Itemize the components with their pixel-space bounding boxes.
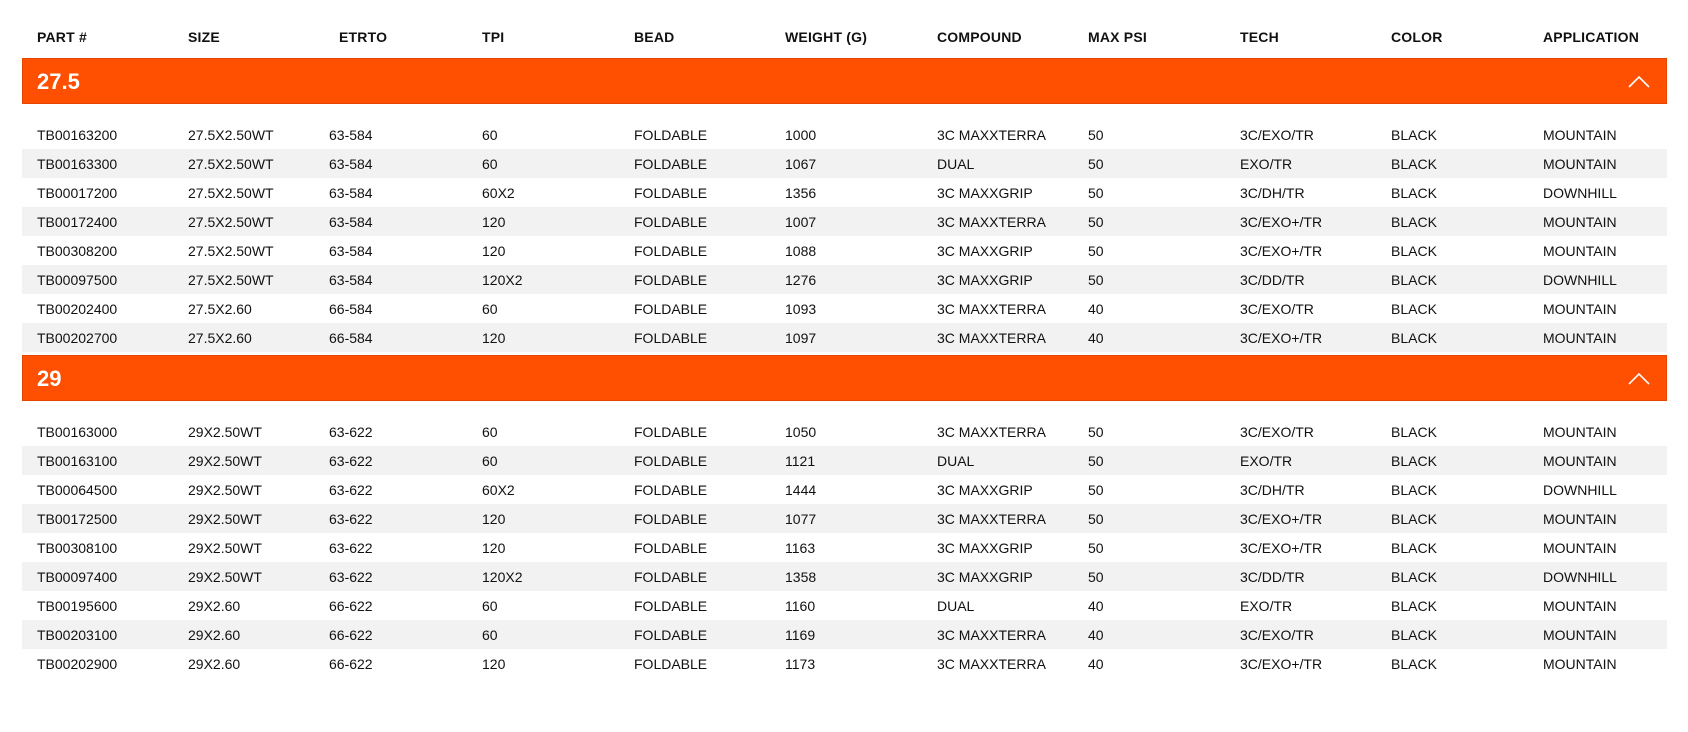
- cell-etrto: 63-584: [329, 156, 373, 172]
- header-application: APPLICATION: [1543, 29, 1640, 45]
- cell-part-number: TB00163200: [37, 127, 118, 143]
- cell-application: DOWNHILL: [1543, 185, 1617, 201]
- cell-bead: FOLDABLE: [634, 482, 708, 498]
- cell-part-number: TB00203100: [37, 627, 118, 643]
- cell-part-number: TB00163000: [37, 424, 118, 440]
- table-row: [22, 591, 1667, 620]
- cell-application: MOUNTAIN: [1543, 627, 1617, 643]
- cell-tech: 3C/EXO/TR: [1240, 301, 1314, 317]
- cell-compound: 3C MAXXTERRA: [937, 627, 1046, 643]
- cell-weight: 1276: [785, 272, 817, 288]
- cell-size: 27.5X2.50WT: [188, 156, 274, 172]
- cell-compound: 3C MAXXGRIP: [937, 243, 1033, 259]
- cell-application: MOUNTAIN: [1543, 214, 1617, 230]
- cell-max-psi: 50: [1088, 482, 1104, 498]
- cell-bead: FOLDABLE: [634, 272, 708, 288]
- table-row: [22, 323, 1667, 352]
- table-row: [22, 236, 1667, 265]
- header-color: COLOR: [1391, 29, 1443, 45]
- cell-etrto: 63-622: [329, 482, 373, 498]
- section-title: 29: [37, 366, 62, 391]
- cell-weight: 1358: [785, 569, 817, 585]
- cell-tech: 3C/EXO+/TR: [1240, 243, 1323, 259]
- cell-tech: 3C/EXO/TR: [1240, 627, 1314, 643]
- cell-max-psi: 50: [1088, 272, 1104, 288]
- cell-compound: DUAL: [937, 156, 975, 172]
- cell-max-psi: 50: [1088, 156, 1104, 172]
- cell-color: BLACK: [1391, 511, 1437, 527]
- cell-application: MOUNTAIN: [1543, 598, 1617, 614]
- cell-part-number: TB00017200: [37, 185, 118, 201]
- cell-etrto: 63-584: [329, 214, 373, 230]
- table-section-27-5: [22, 120, 1667, 352]
- cell-tech: EXO/TR: [1240, 453, 1293, 469]
- cell-color: BLACK: [1391, 243, 1437, 259]
- cell-tpi: 60: [482, 453, 498, 469]
- cell-max-psi: 40: [1088, 627, 1104, 643]
- cell-bead: FOLDABLE: [634, 330, 708, 346]
- cell-part-number: TB00195600: [37, 598, 118, 614]
- chevron-up-icon[interactable]: [1628, 74, 1650, 88]
- cell-tech: 3C/EXO+/TR: [1240, 330, 1323, 346]
- cell-max-psi: 50: [1088, 511, 1104, 527]
- header-tech: TECH: [1240, 29, 1279, 45]
- cell-etrto: 63-622: [329, 453, 373, 469]
- cell-bead: FOLDABLE: [634, 127, 708, 143]
- cell-tpi: 60: [482, 301, 498, 317]
- cell-application: MOUNTAIN: [1543, 127, 1617, 143]
- cell-size: 27.5X2.50WT: [188, 127, 274, 143]
- cell-tech: 3C/DH/TR: [1240, 482, 1305, 498]
- cell-color: BLACK: [1391, 598, 1437, 614]
- cell-tpi: 120: [482, 656, 506, 672]
- table-row: [22, 417, 1667, 446]
- cell-application: MOUNTAIN: [1543, 511, 1617, 527]
- cell-max-psi: 50: [1088, 214, 1104, 230]
- cell-etrto: 63-622: [329, 569, 373, 585]
- header-etrto: ETRTO: [339, 29, 388, 45]
- cell-weight: 1077: [785, 511, 817, 527]
- cell-size: 29X2.60: [188, 627, 241, 643]
- cell-etrto: 66-622: [329, 598, 373, 614]
- cell-part-number: TB00097500: [37, 272, 118, 288]
- cell-part-number: TB00172500: [37, 511, 118, 527]
- header-part-number: PART #: [37, 29, 87, 45]
- cell-tpi: 120: [482, 214, 506, 230]
- cell-compound: 3C MAXXTERRA: [937, 511, 1046, 527]
- cell-tpi: 120X2: [482, 272, 523, 288]
- cell-color: BLACK: [1391, 301, 1437, 317]
- cell-tpi: 120: [482, 243, 506, 259]
- cell-color: BLACK: [1391, 127, 1437, 143]
- cell-bead: FOLDABLE: [634, 214, 708, 230]
- cell-part-number: TB00202400: [37, 301, 118, 317]
- table-row: [22, 207, 1667, 236]
- cell-part-number: TB00202900: [37, 656, 118, 672]
- cell-max-psi: 50: [1088, 540, 1104, 556]
- table-row: [22, 504, 1667, 533]
- cell-compound: 3C MAXXGRIP: [937, 482, 1033, 498]
- cell-size: 27.5X2.60: [188, 301, 252, 317]
- cell-part-number: TB00308100: [37, 540, 118, 556]
- header-bead: BEAD: [634, 29, 675, 45]
- header-max-psi: MAX PSI: [1088, 29, 1147, 45]
- cell-size: 27.5X2.50WT: [188, 214, 274, 230]
- section-toggle-29[interactable]: [22, 355, 1667, 401]
- cell-tech: 3C/EXO+/TR: [1240, 214, 1323, 230]
- cell-compound: 3C MAXXGRIP: [937, 272, 1033, 288]
- cell-size: 27.5X2.50WT: [188, 243, 274, 259]
- cell-tech: 3C/DD/TR: [1240, 569, 1305, 585]
- cell-compound: 3C MAXXTERRA: [937, 127, 1046, 143]
- cell-weight: 1169: [785, 627, 816, 643]
- cell-etrto: 63-584: [329, 272, 373, 288]
- cell-weight: 1097: [785, 330, 817, 346]
- cell-tech: 3C/EXO+/TR: [1240, 511, 1323, 527]
- cell-size: 29X2.50WT: [188, 540, 262, 556]
- cell-weight: 1050: [785, 424, 817, 440]
- cell-size: 27.5X2.50WT: [188, 185, 274, 201]
- cell-application: DOWNHILL: [1543, 482, 1617, 498]
- table-row: [22, 533, 1667, 562]
- cell-color: BLACK: [1391, 656, 1437, 672]
- cell-compound: 3C MAXXTERRA: [937, 656, 1046, 672]
- cell-etrto: 63-622: [329, 540, 373, 556]
- cell-bead: FOLDABLE: [634, 627, 708, 643]
- cell-etrto: 63-584: [329, 185, 373, 201]
- table-row: [22, 265, 1667, 294]
- cell-tpi: 60X2: [482, 185, 515, 201]
- table-row: [22, 562, 1667, 591]
- cell-weight: 1093: [785, 301, 817, 317]
- cell-color: BLACK: [1391, 453, 1437, 469]
- cell-weight: 1356: [785, 185, 817, 201]
- cell-color: BLACK: [1391, 424, 1437, 440]
- cell-tpi: 60: [482, 627, 498, 643]
- cell-color: BLACK: [1391, 185, 1437, 201]
- cell-part-number: TB00097400: [37, 569, 118, 585]
- cell-bead: FOLDABLE: [634, 156, 708, 172]
- header-tpi: TPI: [482, 29, 505, 45]
- cell-compound: DUAL: [937, 598, 975, 614]
- table-row: [22, 649, 1667, 678]
- cell-size: 29X2.50WT: [188, 511, 262, 527]
- cell-etrto: 63-622: [329, 511, 373, 527]
- cell-part-number: TB00172400: [37, 214, 118, 230]
- cell-bead: FOLDABLE: [634, 301, 708, 317]
- cell-max-psi: 50: [1088, 185, 1104, 201]
- table-row: [22, 120, 1667, 149]
- cell-application: DOWNHILL: [1543, 569, 1617, 585]
- cell-color: BLACK: [1391, 330, 1437, 346]
- cell-bead: FOLDABLE: [634, 243, 708, 259]
- header-weight: WEIGHT (G): [785, 29, 868, 45]
- cell-max-psi: 50: [1088, 569, 1104, 585]
- cell-compound: 3C MAXXTERRA: [937, 330, 1046, 346]
- cell-compound: 3C MAXXGRIP: [937, 540, 1033, 556]
- cell-weight: 1444: [785, 482, 817, 498]
- table-row: [22, 475, 1667, 504]
- cell-tech: EXO/TR: [1240, 598, 1293, 614]
- cell-part-number: TB00163300: [37, 156, 118, 172]
- chevron-up-icon[interactable]: [1628, 371, 1650, 385]
- cell-etrto: 66-584: [329, 301, 373, 317]
- table-header-row: [22, 26, 1667, 52]
- cell-etrto: 63-584: [329, 243, 373, 259]
- cell-weight: 1173: [785, 656, 816, 672]
- cell-application: MOUNTAIN: [1543, 330, 1617, 346]
- cell-size: 27.5X2.60: [188, 330, 252, 346]
- cell-max-psi: 40: [1088, 598, 1104, 614]
- cell-color: BLACK: [1391, 214, 1437, 230]
- cell-compound: 3C MAXXTERRA: [937, 301, 1046, 317]
- cell-weight: 1160: [785, 598, 816, 614]
- cell-tech: 3C/EXO/TR: [1240, 424, 1314, 440]
- cell-compound: DUAL: [937, 453, 975, 469]
- cell-tpi: 120X2: [482, 569, 523, 585]
- cell-weight: 1067: [785, 156, 817, 172]
- cell-bead: FOLDABLE: [634, 511, 708, 527]
- cell-size: 29X2.50WT: [188, 569, 262, 585]
- cell-part-number: TB00064500: [37, 482, 118, 498]
- cell-compound: 3C MAXXTERRA: [937, 214, 1046, 230]
- cell-bead: FOLDABLE: [634, 656, 708, 672]
- cell-color: BLACK: [1391, 156, 1437, 172]
- cell-color: BLACK: [1391, 627, 1437, 643]
- cell-tpi: 120: [482, 330, 506, 346]
- cell-weight: 1007: [785, 214, 817, 230]
- cell-weight: 1121: [785, 453, 816, 469]
- cell-tpi: 120: [482, 511, 506, 527]
- cell-tech: EXO/TR: [1240, 156, 1293, 172]
- cell-application: MOUNTAIN: [1543, 156, 1617, 172]
- cell-tpi: 60: [482, 424, 498, 440]
- cell-application: MOUNTAIN: [1543, 540, 1617, 556]
- cell-size: 27.5X2.50WT: [188, 272, 274, 288]
- cell-application: MOUNTAIN: [1543, 656, 1617, 672]
- cell-etrto: 63-584: [329, 127, 373, 143]
- cell-max-psi: 50: [1088, 127, 1104, 143]
- cell-size: 29X2.50WT: [188, 482, 262, 498]
- cell-part-number: TB00308200: [37, 243, 118, 259]
- cell-weight: 1088: [785, 243, 817, 259]
- cell-bead: FOLDABLE: [634, 569, 708, 585]
- table-row: [22, 620, 1667, 649]
- cell-weight: 1163: [785, 540, 816, 556]
- cell-application: MOUNTAIN: [1543, 243, 1617, 259]
- cell-bead: FOLDABLE: [634, 424, 708, 440]
- cell-color: BLACK: [1391, 569, 1437, 585]
- cell-tech: 3C/EXO+/TR: [1240, 540, 1323, 556]
- cell-bead: FOLDABLE: [634, 598, 708, 614]
- cell-tpi: 60: [482, 127, 498, 143]
- section-title: 27.5: [37, 69, 80, 94]
- cell-tpi: 60: [482, 156, 498, 172]
- table-row: [22, 446, 1667, 475]
- cell-application: MOUNTAIN: [1543, 301, 1617, 317]
- cell-size: 29X2.60: [188, 598, 241, 614]
- cell-color: BLACK: [1391, 482, 1437, 498]
- cell-etrto: 66-622: [329, 656, 373, 672]
- cell-compound: 3C MAXXGRIP: [937, 569, 1033, 585]
- cell-part-number: TB00202700: [37, 330, 118, 346]
- cell-max-psi: 50: [1088, 243, 1104, 259]
- cell-max-psi: 50: [1088, 424, 1104, 440]
- cell-bead: FOLDABLE: [634, 453, 708, 469]
- cell-size: 29X2.50WT: [188, 453, 262, 469]
- table-row: [22, 149, 1667, 178]
- cell-tpi: 60: [482, 598, 498, 614]
- cell-max-psi: 50: [1088, 453, 1104, 469]
- cell-application: MOUNTAIN: [1543, 453, 1617, 469]
- cell-max-psi: 40: [1088, 301, 1104, 317]
- header-size: SIZE: [188, 29, 220, 45]
- cell-etrto: 66-584: [329, 330, 373, 346]
- table-row: [22, 294, 1667, 323]
- cell-max-psi: 40: [1088, 330, 1104, 346]
- cell-tech: 3C/DD/TR: [1240, 272, 1305, 288]
- cell-tpi: 60X2: [482, 482, 515, 498]
- cell-bead: FOLDABLE: [634, 185, 708, 201]
- cell-color: BLACK: [1391, 540, 1437, 556]
- cell-etrto: 66-622: [329, 627, 373, 643]
- header-compound: COMPOUND: [937, 29, 1022, 45]
- cell-tech: 3C/EXO/TR: [1240, 127, 1314, 143]
- cell-tech: 3C/DH/TR: [1240, 185, 1305, 201]
- table-section-29: [22, 417, 1667, 678]
- cell-color: BLACK: [1391, 272, 1437, 288]
- cell-compound: 3C MAXXGRIP: [937, 185, 1033, 201]
- cell-size: 29X2.50WT: [188, 424, 262, 440]
- cell-weight: 1000: [785, 127, 817, 143]
- cell-size: 29X2.60: [188, 656, 241, 672]
- table-row: [22, 178, 1667, 207]
- cell-application: MOUNTAIN: [1543, 424, 1617, 440]
- cell-max-psi: 40: [1088, 656, 1104, 672]
- cell-bead: FOLDABLE: [634, 540, 708, 556]
- cell-application: DOWNHILL: [1543, 272, 1617, 288]
- section-toggle-27-5[interactable]: [22, 58, 1667, 104]
- cell-tech: 3C/EXO+/TR: [1240, 656, 1323, 672]
- cell-tpi: 120: [482, 540, 506, 556]
- cell-part-number: TB00163100: [37, 453, 118, 469]
- cell-compound: 3C MAXXTERRA: [937, 424, 1046, 440]
- cell-etrto: 63-622: [329, 424, 373, 440]
